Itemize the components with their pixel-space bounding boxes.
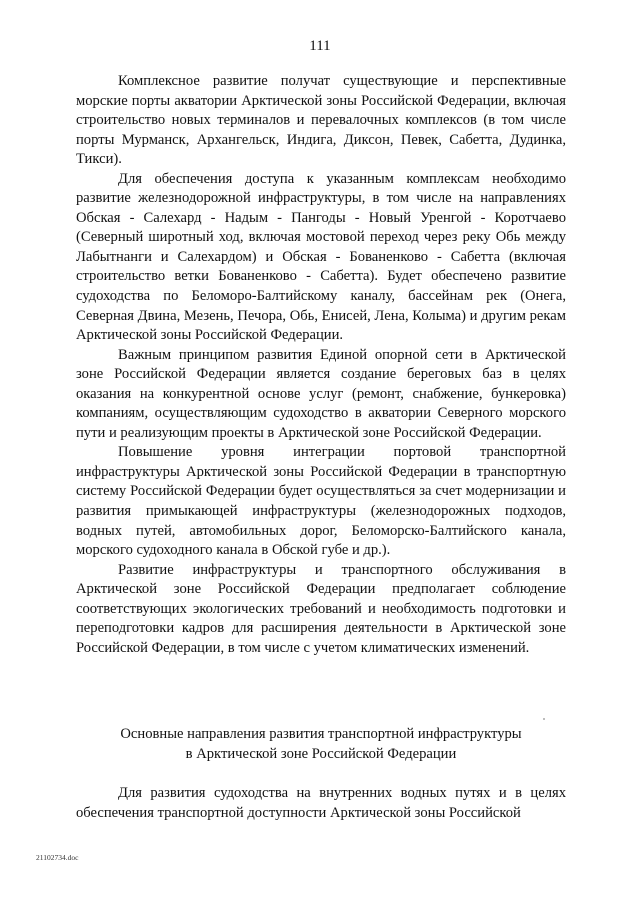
paragraph-coastal-bases: Важным принципом развития Единой опорной сети в Арктической зоне Российской Федерации является создание береговых баз в целях оказания на конкурентной основе услуг (ремонт, снабжение, бункеровка) компаниям, осуществляющим судоходство в акватории Северного морского пути и реализующим проекты в Арктической зоне Российской Федерации. — [76, 346, 566, 441]
scan-speck — [543, 718, 545, 720]
paragraph-inland-waterways: Для развития судоходства на внутренних водных путях и в целях обеспечения транспортной доступности Арктической зоны Российской — [76, 785, 566, 821]
paragraph-integration: Повышение уровня интеграции портовой транспортной инфраструктуры Арктической зоны Российской Федерации в транспортную систему Российской Федерации будет осуществляться за счет модернизации и развития примыкающей инфраструктуры (железнодорожных подходов, водных путей, автомобильных дорог, Беломорско-Балтийского канала, морского судоходного канала в Обской губе и др.). — [76, 444, 566, 559]
section-heading-line-2: в Арктической зоне Российской Федерации — [185, 745, 457, 762]
document-body — [76, 72, 566, 658]
paragraph-ecology: Развитие инфраструктуры и транспортного обслуживания в Арктической зоне Российской Федерации предполагает соблюдение соответствующих экологических требований и необходимость подготовки и переподготовки кадров для расширения деятельности в Арктической зоне Российской Федерации, в том числе с учетом климатических изменений. — [76, 561, 566, 656]
section-heading-line-1: Основные направления развития транспортной инфраструктуры — [120, 726, 522, 742]
document-body-continued — [76, 784, 566, 823]
section-heading — [76, 725, 566, 764]
file-name-footer: 21102734.doc — [36, 853, 79, 862]
page-number: 111 — [309, 38, 331, 54]
paragraph-railway: Для обеспечения доступа к указанным комплексам необходимо развитие железнодорожной инфраструктуры, в том числе на направлениях Обская - Салехард - Надым - Пангоды - Новый Уренгой - Коротчаево (Северный широтный ход, включая мостовой переход через реку Обь между Лабытнанги и Салехардом) и Обская - Бованенково - Сабетта (включая строительство ветки Бованенково - Сабетта). Будет обеспечено развитие судоходства по Беломоро-Балтийскому каналу, бассейнам рек (Онега, Северная Двина, Мезень, Печора, Обь, Енисей, Лена, Колыма) и другим рекам Арктической зоны Российской Федерации. — [76, 170, 566, 344]
paragraph-ports: Комплексное развитие получат существующие и перспективные морские порты акватории Арктической зоны Российской Федерации, включая строительство новых терминалов и перевалочных комплексов (в том числе порты Мурманск, Архангельск, Индига, Диксон, Певек, Сабетта, Дудинка, Тикси). — [76, 73, 566, 168]
